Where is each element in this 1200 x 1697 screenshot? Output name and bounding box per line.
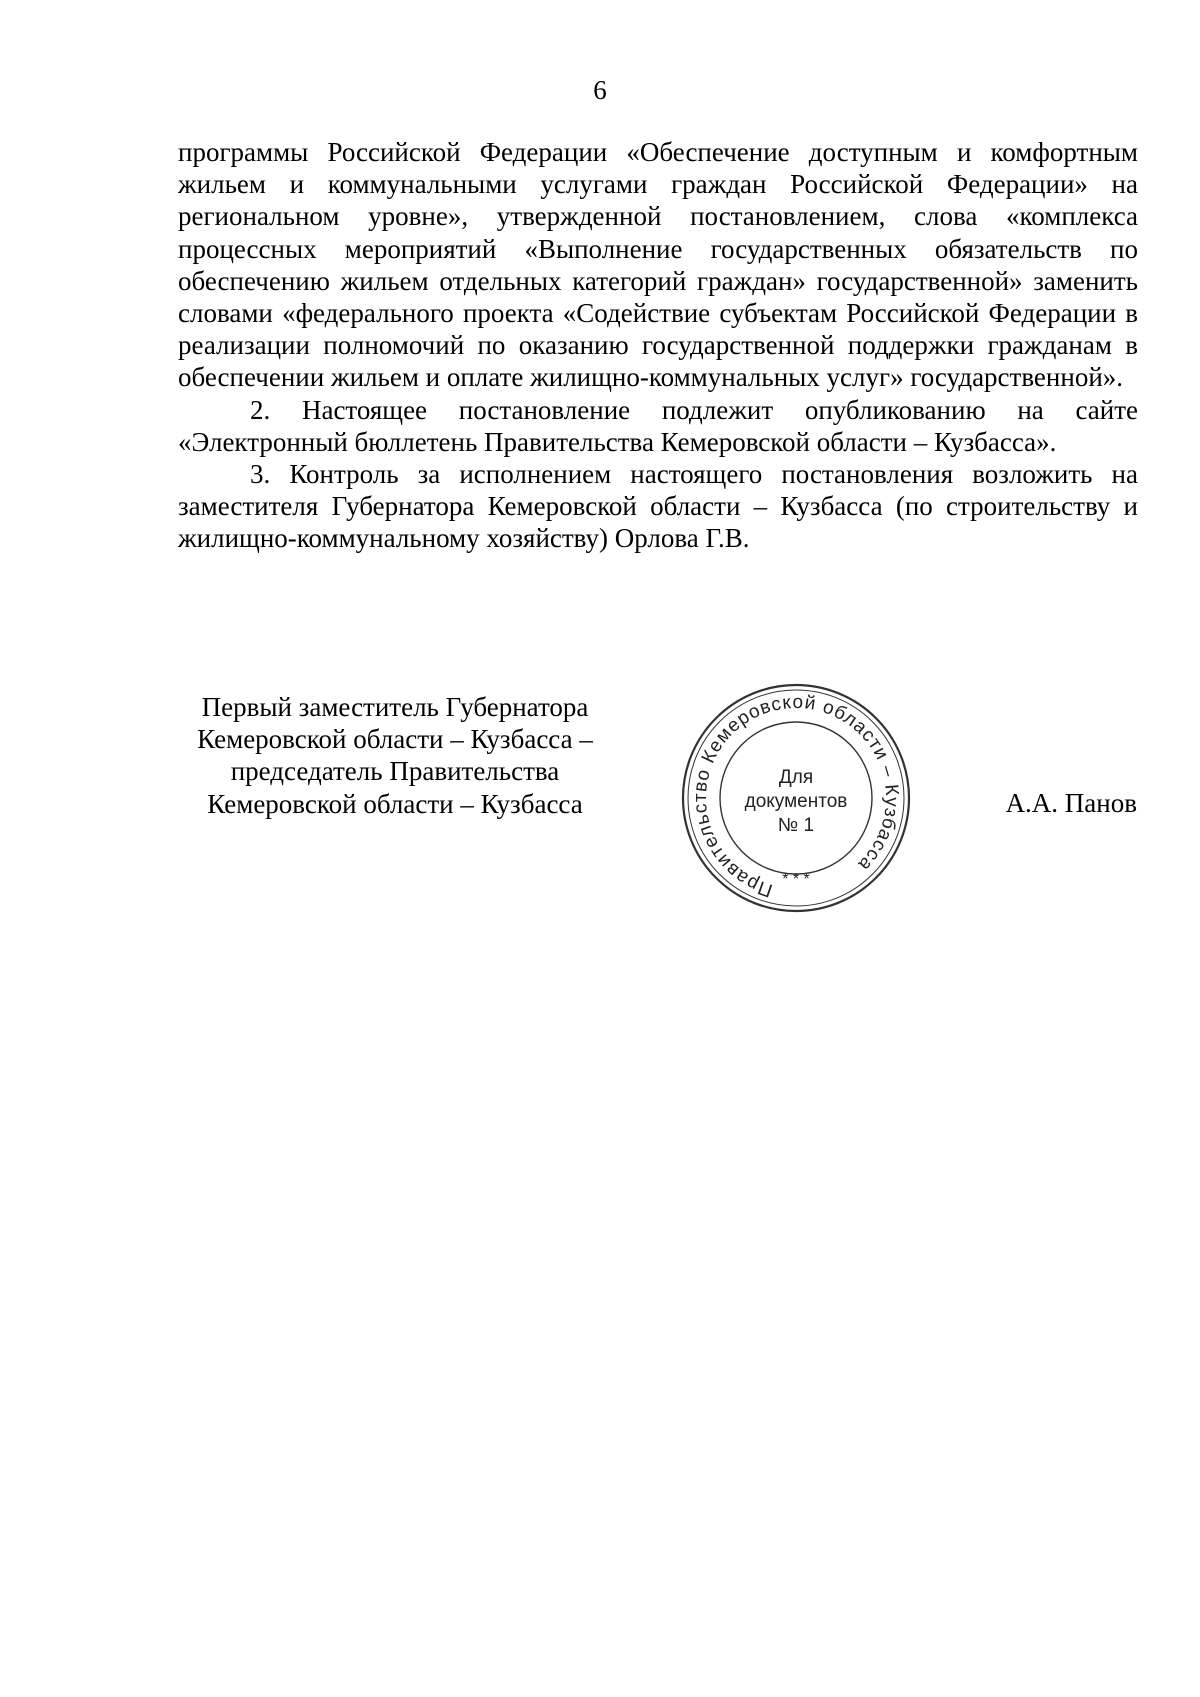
signatory-position-line: Кемеровской области – Кузбасса – [197, 724, 593, 755]
official-seal-stamp [678, 680, 914, 916]
signatory-position-line: председатель Правительства [230, 756, 560, 787]
paragraph-item-2: 2. Настоящее постановление подлежит опубликованию на сайте «Электронный бюллетень Правительства Кемеровской области – Кузбасса». [178, 394, 1138, 457]
seal-center-line: документов [744, 791, 848, 812]
signatory-name: А.А. Панов [1005, 788, 1137, 818]
paragraph-continuation: программы Российской Федерации «Обеспечение доступным и комфортным жильем и коммунальными услугами граждан Российской Федерации» на региональном уровне», утвержденной постановлением, слова «комплекса процессных мероприятий «Выполнение государственных обязательств по обеспечению жильем отдельных категорий граждан» государственной» заменить словами «федерального проекта «Содействие субъектам Российской Федерации в реализации полномочий по оказанию государственной поддержки гражданам в обеспечении жильем и оплате жилищно-коммунальных услуг» государственной». [178, 137, 1138, 393]
seal-stars: * * * [782, 871, 810, 888]
signatory-position [160, 691, 630, 820]
signatory-position-line: Первый заместитель Губернатора [201, 692, 589, 722]
document-body [178, 136, 1138, 555]
page-number: 6 [593, 75, 607, 105]
seal-ring-text: Правительство Кемеровской области – Кузбасса [689, 691, 903, 901]
paragraph-item-3: 3. Контроль за исполнением настоящего постановления возложить на заместителя Губернатора Кемеровской области – Кузбасса (по строительству и жилищно-коммунальному хозяйству) Орлова Г.В. [178, 459, 1138, 554]
signatory-position-line: Кемеровской области – Кузбасса [207, 788, 583, 819]
seal-center-line: Для [778, 767, 814, 788]
seal-center-line: № 1 [777, 815, 815, 836]
